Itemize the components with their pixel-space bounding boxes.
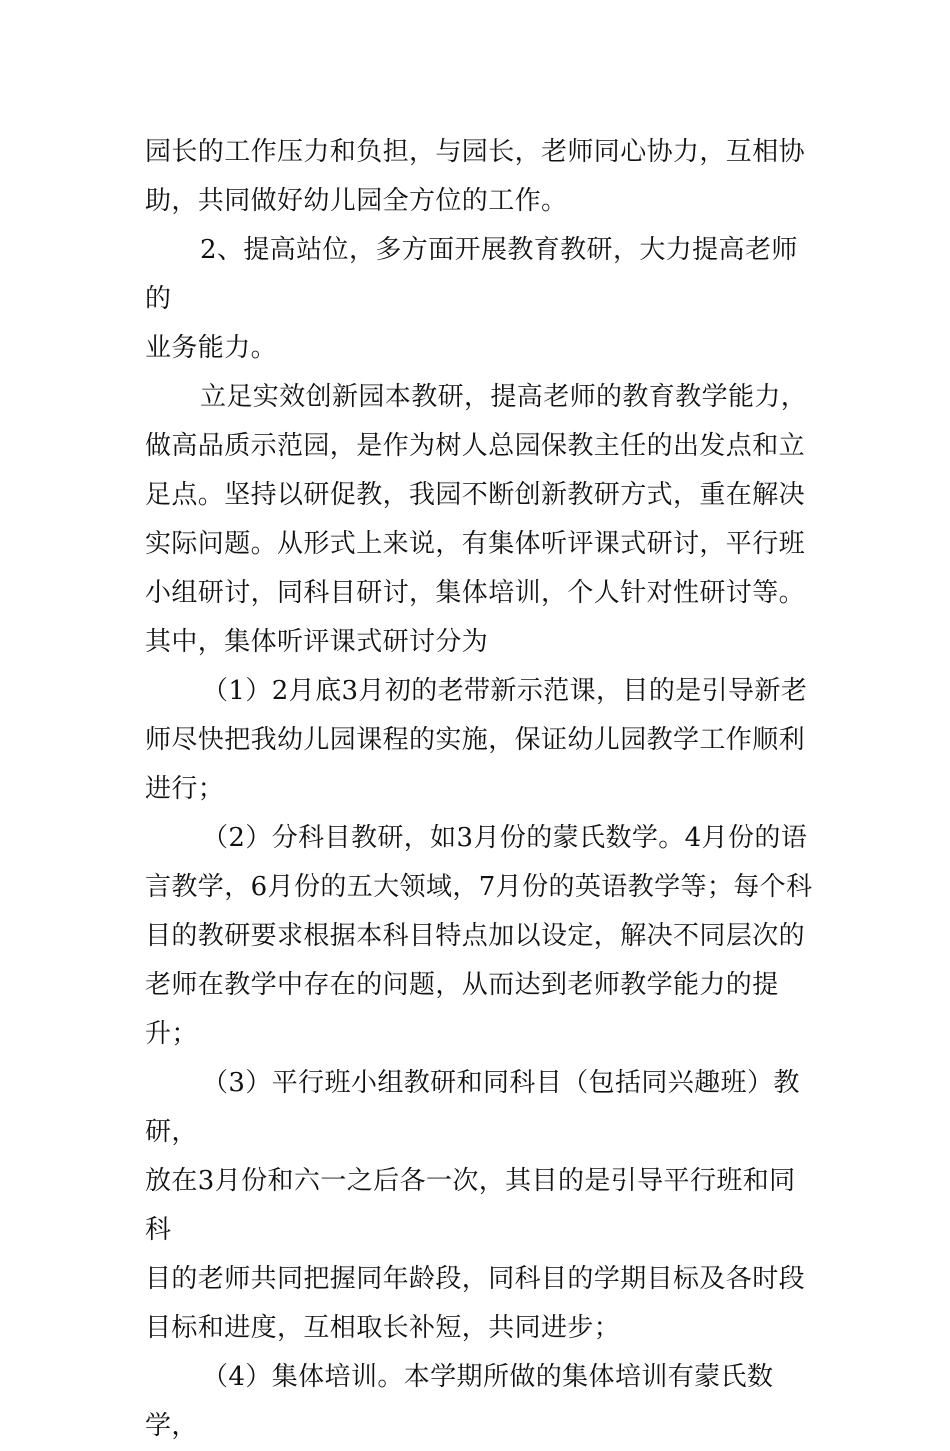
- paragraph-item-2: （2）分科目教研，如3月份的蒙氏数学。4月份的语 言教学，6月份的五大领域，7月份的英语教学等；每个科 目的教研要求根据本科目特点加以设定，解决不同层次的 老师在教学中存在的问题，从而达到老师教学能力的提升；: [145, 823, 813, 1049]
- paragraph-item-1: （1）2月底3月初的老带新示范课，目的是引导新老 师尽快把我幼儿园课程的实施，保证幼儿园教学工作顺利 进行；: [145, 676, 808, 804]
- document-body: [145, 128, 815, 1451]
- paragraph-item-3: （3）平行班小组教研和同科目（包括同兴趣班）教研， 放在3月份和六一之后各一次，其目的是引导平行班和同科 目的老师共同把握同年龄段，同科目的学期目标及各时段 目标和进度，互相取长补短，共同进步；: [145, 1068, 806, 1343]
- paragraph-heading-2: 2、提高站位，多方面开展教育教研，大力提高老师的 业务能力。: [145, 235, 798, 363]
- paragraph-continuation: 园长的工作压力和负担，与园长，老师同心协力，互相协 助，共同做好幼儿园全方位的工作。: [145, 137, 806, 216]
- paragraph-item-4: （4）集体培训。本学期所做的集体培训有蒙氏数学，: [145, 1362, 774, 1441]
- paragraph-research-intro: 立足实效创新园本教研，提高老师的教育教学能力， 做高品质示范园，是作为树人总园保教主任的出发点和立 足点。坚持以研促教，我园不断创新教研方式，重在解决 实际问题。从形式上来说，有集体听评课式研讨，平行班 小组研讨，同科目研讨，集体培训，个人针对性研讨等。 其中，集体听评课式研讨分为: [145, 382, 808, 657]
